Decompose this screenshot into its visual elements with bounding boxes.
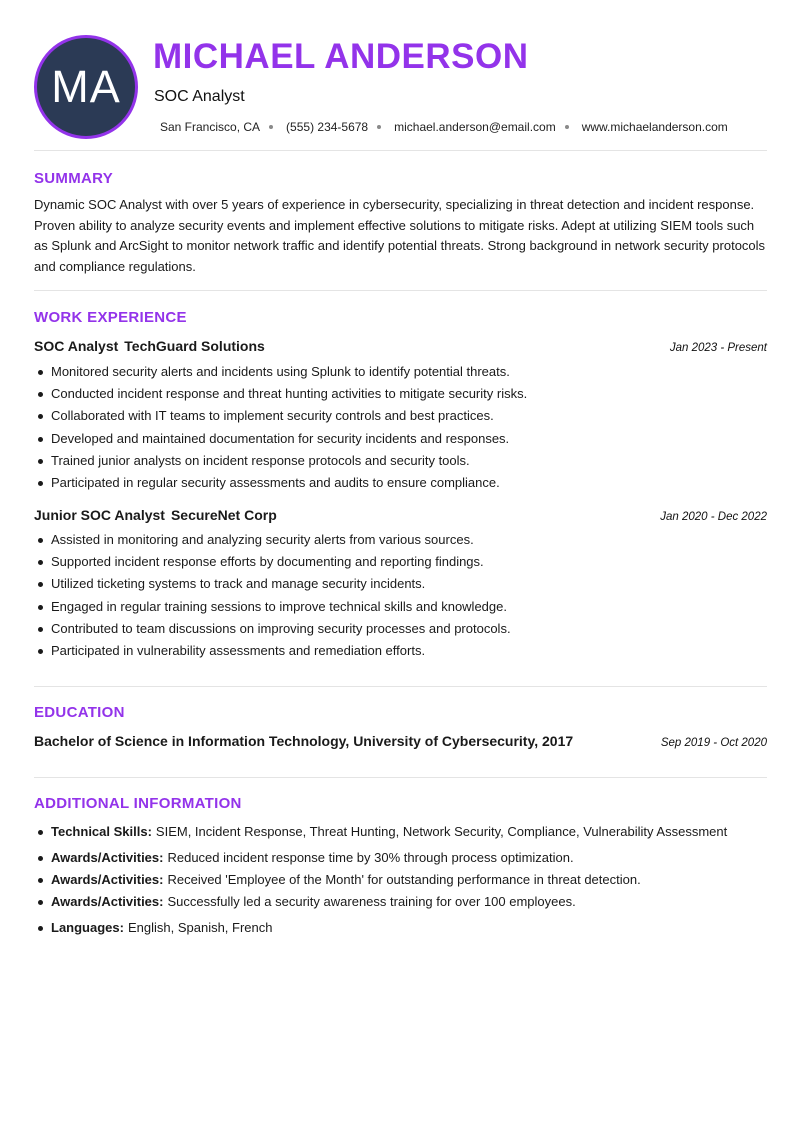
- list-item: Developed and maintained documentation for security incidents and responses.: [34, 429, 767, 451]
- item-text: SIEM, Incident Response, Threat Hunting, Network Security, Compliance, Vulnerability Assessment: [155, 824, 728, 839]
- list-item: Engaged in regular training sessions to improve technical skills and knowledge.: [34, 597, 767, 619]
- item-label: Awards/Activities:: [51, 872, 164, 887]
- job-dates: Jan 2023 - Present: [669, 342, 767, 354]
- summary-text: Dynamic SOC Analyst with over 5 years of experience in cybersecurity, specializing in threat detection and incident response. Proven ability to analyze security events and implement effective solutions to mitigate risks. Adept at utilizing SIEM tools such as Splunk and ArcSight to monitor network traffic and identify potential threats. Strong background in network security protocols and compliance regulations.: [34, 197, 766, 274]
- list-item: Collaborated with IT teams to implement security controls and best practices.: [34, 406, 767, 428]
- separator-dot: [269, 125, 273, 129]
- separator-dot: [565, 125, 569, 129]
- list-item: [34, 918, 774, 938]
- item-text: Successfully led a security awareness training for over 100 employees.: [167, 894, 576, 909]
- list-item: Assisted in monitoring and analyzing security alerts from various sources.: [34, 530, 767, 552]
- list-item: Trained junior analysts on incident response protocols and security tools.: [34, 451, 767, 473]
- item-label: Awards/Activities:: [51, 894, 164, 909]
- list-item: Contributed to team discussions on improving security processes and protocols.: [34, 619, 767, 641]
- section-divider: [34, 777, 767, 778]
- list-item: [34, 870, 774, 890]
- avatar-initials: MA: [51, 61, 121, 112]
- education-dates: Sep 2019 - Oct 2020: [660, 737, 767, 749]
- candidate-name: MICHAEL ANDERSON: [153, 37, 529, 76]
- list-item: Participated in vulnerability assessments and remediation efforts.: [34, 641, 767, 663]
- experience-heading: WORK EXPERIENCE: [34, 309, 187, 326]
- contact-phone[interactable]: (555) 234-5678: [286, 120, 369, 134]
- job-company: SecureNet Corp: [170, 507, 277, 523]
- additional-list: [34, 822, 774, 938]
- item-label: Technical Skills:: [51, 824, 152, 839]
- item-text: Reduced incident response time by 30% through process optimization.: [167, 850, 574, 865]
- contact-bar: [160, 120, 728, 134]
- separator-dot: [377, 125, 381, 129]
- job-header: [34, 338, 767, 354]
- job-bullets: [34, 530, 767, 663]
- job-dates: Jan 2020 - Dec 2022: [660, 511, 767, 523]
- education-entry: [34, 733, 767, 749]
- item-label: Languages:: [51, 920, 124, 935]
- education-degree: Bachelor of Science in Information Technology, University of Cybersecurity, 2017: [34, 733, 574, 749]
- education-heading: EDUCATION: [34, 704, 125, 721]
- list-item: Utilized ticketing systems to track and manage security incidents.: [34, 574, 767, 596]
- item-text: English, Spanish, French: [127, 920, 273, 935]
- list-item: [34, 848, 774, 868]
- job-position: Junior SOC Analyst: [34, 507, 165, 523]
- list-item: [34, 892, 774, 912]
- item-label: Awards/Activities:: [51, 850, 164, 865]
- summary-heading: SUMMARY: [34, 170, 114, 187]
- job-position: SOC Analyst: [34, 338, 119, 354]
- list-item: [34, 822, 774, 842]
- candidate-role: SOC Analyst: [154, 88, 245, 105]
- section-divider: [34, 686, 767, 687]
- list-item: Conducted incident response and threat hunting activities to mitigate security risks.: [34, 384, 767, 406]
- job-company: TechGuard Solutions: [124, 338, 265, 354]
- section-divider: [34, 150, 767, 151]
- list-item: Supported incident response efforts by documenting and reporting findings.: [34, 552, 767, 574]
- item-text: Received 'Employee of the Month' for outstanding performance in threat detection.: [167, 872, 641, 887]
- job-title: [34, 338, 265, 354]
- job-header: [34, 507, 767, 523]
- list-item: Participated in regular security assessments and audits to ensure compliance.: [34, 473, 767, 495]
- job-title: [34, 507, 277, 523]
- additional-heading: ADDITIONAL INFORMATION: [34, 795, 242, 812]
- list-item: Monitored security alerts and incidents using Splunk to identify potential threats.: [34, 362, 767, 384]
- job-bullets: [34, 362, 767, 495]
- section-divider: [34, 290, 767, 291]
- avatar: [34, 35, 138, 139]
- contact-website[interactable]: www.michaelanderson.com: [581, 120, 728, 134]
- contact-email[interactable]: michael.anderson@email.com: [394, 120, 556, 134]
- contact-location: San Francisco, CA: [160, 120, 261, 134]
